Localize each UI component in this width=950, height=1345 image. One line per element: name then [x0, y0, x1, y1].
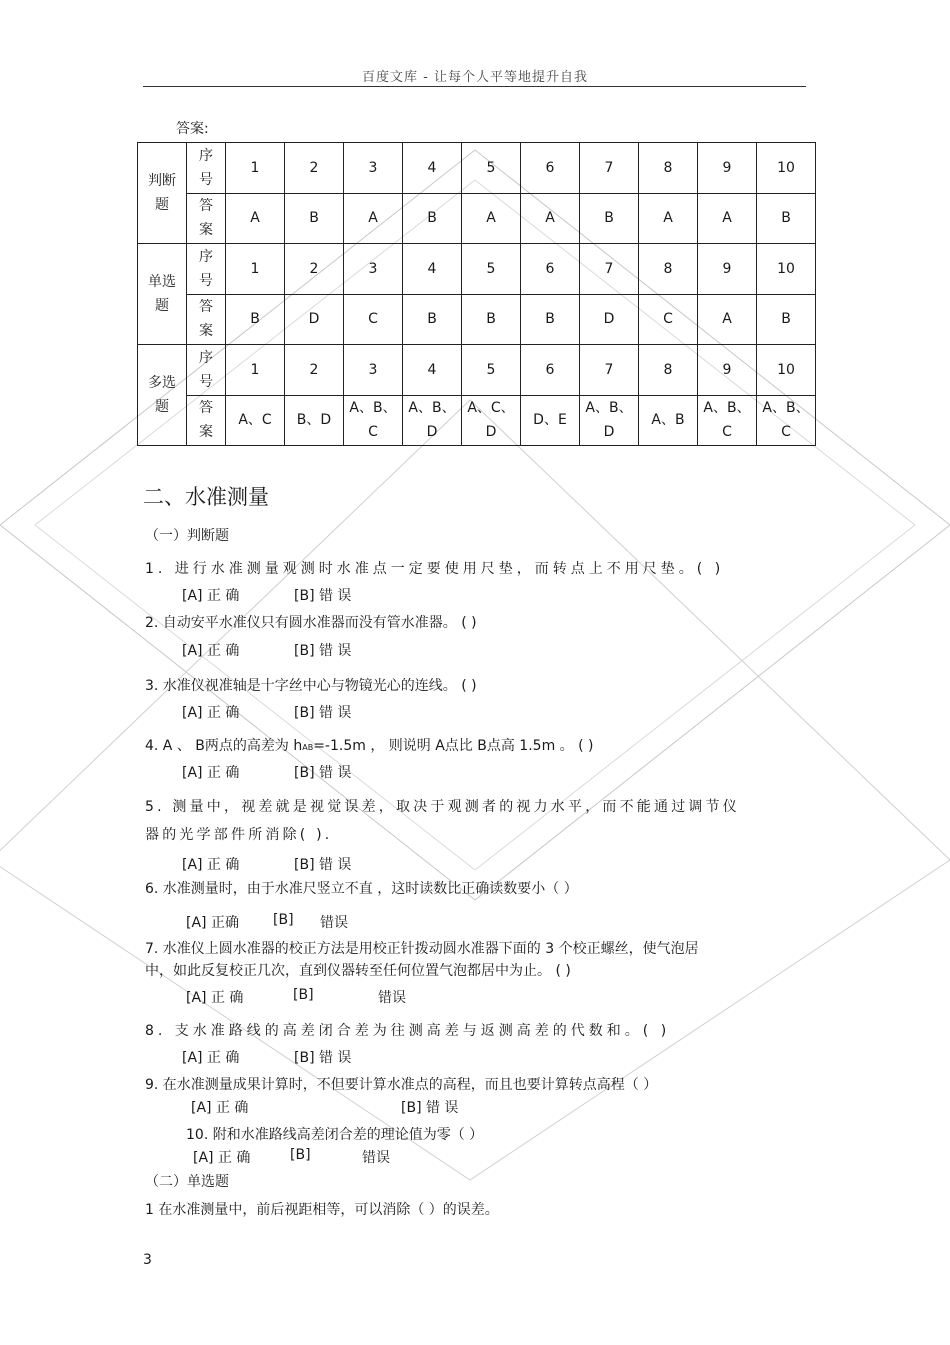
question-6: 6. 水准测量时，由于水准尺竖立不直 ，这时读数比正确读数要小（ ） — [145, 881, 578, 897]
table-answer-cell — [285, 395, 344, 446]
table-number-cell — [344, 244, 403, 295]
table-category-label: 单选题 — [148, 273, 176, 314]
answer-value: A — [545, 210, 555, 227]
answer-value: B、D — [296, 412, 332, 429]
header-rule — [143, 86, 806, 87]
option-a: [A] 正确 — [186, 915, 239, 931]
question-number: 1 — [250, 159, 260, 176]
option-a: [A] 正 确 — [182, 765, 240, 781]
table-number-cell — [403, 345, 462, 396]
table-number-cell — [344, 143, 403, 194]
table-number-cell — [698, 345, 757, 396]
question-8: 8. 支水准路线的高差闭合差为往测高差与返测高差的代数和。( ) — [145, 1023, 671, 1039]
table-category-label: 判断题 — [148, 172, 176, 213]
option-b: [B] 错 误 — [401, 1100, 459, 1116]
question-number: 4 — [427, 361, 437, 378]
table-row-label-cell — [187, 143, 226, 194]
question-10: 10. 附和水准路线高差闭合差的理论值为零（ ） — [186, 1127, 484, 1143]
answer-value: A — [722, 311, 732, 328]
option-b: [B] 错 误 — [294, 643, 352, 659]
answer-value: B — [309, 210, 319, 227]
option-b-word: 错误 — [378, 990, 406, 1006]
table-row-numbers — [138, 143, 816, 194]
table-answer-cell — [757, 193, 816, 244]
answer-value: B — [250, 311, 260, 328]
table-answer-cell — [344, 193, 403, 244]
option-b-tag: [B] — [293, 987, 314, 1003]
option-b-word: 错误 — [362, 1150, 390, 1166]
table-answer-cell — [698, 193, 757, 244]
question-number: 3 — [368, 361, 378, 378]
table-number-cell — [285, 143, 344, 194]
table-row-label: 答案 — [199, 198, 213, 239]
table-number-cell — [403, 244, 462, 295]
table-number-cell — [580, 143, 639, 194]
answer-value: D、E — [533, 412, 567, 429]
question-number: 5 — [486, 361, 496, 378]
table-row-label: 序号 — [199, 147, 213, 188]
table-number-cell — [344, 345, 403, 396]
table-category-cell — [138, 345, 187, 446]
option-b: [B] 错 误 — [294, 1050, 352, 1066]
table-answer-cell — [580, 193, 639, 244]
question-2: 2. 自动安平水准仪只有圆水准器而没有管水准器。 ( ) — [145, 615, 477, 631]
question-7-line2: 中，如此反复校正几次，直到仪器转至任何位置气泡都居中为止。 ( ) — [145, 963, 571, 979]
question-number: 8 — [663, 260, 673, 277]
question-number: 9 — [722, 361, 732, 378]
question-4-text-a: 4. A 、 B两点的高差为 h — [145, 738, 303, 754]
answer-value: B — [781, 311, 791, 328]
question-number: 2 — [309, 361, 319, 378]
option-a: [A] 正 确 — [186, 990, 244, 1006]
question-number: 4 — [427, 260, 437, 277]
table-row-label: 答案 — [199, 400, 213, 441]
question-number: 6 — [545, 159, 555, 176]
table-answer-cell — [462, 193, 521, 244]
table-number-cell — [285, 345, 344, 396]
table-answer-cell — [639, 395, 698, 446]
answer-value: B — [604, 210, 614, 227]
question-number: 7 — [604, 361, 614, 378]
table-answer-cell — [698, 395, 757, 446]
question-number: 8 — [663, 361, 673, 378]
table-number-cell — [226, 345, 285, 396]
table-number-cell — [285, 244, 344, 295]
question-number: 5 — [486, 260, 496, 277]
option-b-word: 错误 — [320, 915, 348, 931]
question-number: 6 — [545, 361, 555, 378]
table-answer-cell — [462, 294, 521, 345]
answer-value: B — [427, 311, 437, 328]
table-answer-cell — [226, 193, 285, 244]
option-a: [A] 正 确 — [182, 643, 240, 659]
table-answer-cell — [462, 395, 521, 446]
table-row-answers — [138, 294, 816, 345]
table-row-numbers — [138, 345, 816, 396]
subsection-single-choice: （二）单选题 — [145, 1174, 229, 1190]
question-number: 7 — [604, 159, 614, 176]
table-number-cell — [698, 244, 757, 295]
question-number: 3 — [368, 159, 378, 176]
table-answer-cell — [639, 294, 698, 345]
table-row-answers — [138, 395, 816, 446]
table-number-cell — [639, 244, 698, 295]
question-4-text-b: =-1.5m ， 则说明 A点比 B点高 1.5m 。 ( ) — [313, 738, 594, 754]
table-row-label-cell — [187, 395, 226, 446]
table-number-cell — [521, 244, 580, 295]
question-3: 3. 水准仪视准轴是十字丝中心与物镜光心的连线。 ( ) — [145, 678, 477, 694]
table-row-numbers — [138, 244, 816, 295]
answer-label: 答案: — [176, 121, 209, 137]
option-a: [A] 正 确 — [182, 857, 240, 873]
answer-value: A — [368, 210, 378, 227]
option-a: [A] 正 确 — [182, 705, 240, 721]
question-number: 9 — [722, 159, 732, 176]
option-a: [A] 正 确 — [191, 1100, 249, 1116]
answer-value: A — [663, 210, 673, 227]
table-answer-cell — [639, 193, 698, 244]
answer-table — [137, 142, 816, 446]
option-b: [B] 错 误 — [294, 705, 352, 721]
table-number-cell — [580, 345, 639, 396]
table-row-label-cell — [187, 294, 226, 345]
answer-value: A、B — [651, 412, 685, 429]
table-number-cell — [403, 143, 462, 194]
option-a: [A] 正 确 — [182, 1050, 240, 1066]
table-answer-cell — [344, 294, 403, 345]
table-answer-cell — [521, 294, 580, 345]
table-row-label: 序号 — [199, 349, 213, 390]
option-a: [A] 正 确 — [193, 1150, 251, 1166]
answer-value: A、B、D — [585, 400, 633, 441]
option-b-tag: [B] — [290, 1147, 311, 1163]
question-number: 1 — [250, 260, 260, 277]
page-number: 3 — [143, 1252, 152, 1268]
question-number: 2 — [309, 159, 319, 176]
answer-value: A、B、C — [349, 400, 397, 441]
answer-value: B — [427, 210, 437, 227]
subsection-judgement: （一）判断题 — [145, 528, 229, 544]
table-number-cell — [226, 143, 285, 194]
table-number-cell — [639, 143, 698, 194]
table-number-cell — [462, 345, 521, 396]
table-number-cell — [462, 244, 521, 295]
question-number: 5 — [486, 159, 496, 176]
table-row-label-cell — [187, 193, 226, 244]
table-category-label: 多选题 — [148, 374, 176, 415]
table-answer-cell — [521, 193, 580, 244]
table-answer-cell — [344, 395, 403, 446]
question-5-line1: 5. 测量中，视差就是视觉误差，取决于观测者的视力水平，而不能通过调节仪 — [145, 799, 741, 815]
answer-value: B — [781, 210, 791, 227]
question-number: 10 — [777, 361, 795, 378]
question-4-subscript: AB — [302, 743, 314, 752]
question-number: 8 — [663, 159, 673, 176]
table-row-label-cell — [187, 345, 226, 396]
answer-value: A — [722, 210, 732, 227]
table-number-cell — [462, 143, 521, 194]
question-number: 10 — [777, 159, 795, 176]
table-number-cell — [639, 345, 698, 396]
answer-value: C — [368, 311, 378, 328]
question-number: 1 — [250, 361, 260, 378]
table-row-label: 序号 — [199, 248, 213, 289]
table-answer-cell — [403, 193, 462, 244]
table-answer-cell — [285, 294, 344, 345]
answer-value: A、B、D — [408, 400, 456, 441]
page-header: 百度文库 - 让每个人平等地提升自我 — [362, 70, 588, 85]
table-number-cell — [226, 244, 285, 295]
answer-value: B — [486, 311, 496, 328]
question-number: 10 — [777, 260, 795, 277]
answer-value: A — [486, 210, 496, 227]
option-b: [B] 错 误 — [294, 588, 352, 604]
answer-value: C — [663, 311, 673, 328]
table-number-cell — [757, 345, 816, 396]
table-category-cell — [138, 244, 187, 345]
option-b: [B] 错 误 — [294, 857, 352, 873]
table-number-cell — [757, 143, 816, 194]
table-answer-cell — [226, 395, 285, 446]
table-answer-cell — [226, 294, 285, 345]
question-7-line1: 7. 水准仪上圆水准器的校正方法是用校正针拨动圆水准器下面的 3 个校正螺丝，使气泡居 — [145, 941, 699, 957]
question-number: 2 — [309, 260, 319, 277]
table-number-cell — [580, 244, 639, 295]
answer-value: A、C — [238, 412, 272, 429]
table-row-answers — [138, 193, 816, 244]
answer-value: A、B、C — [762, 400, 810, 441]
question-number: 4 — [427, 159, 437, 176]
table-row-label-cell — [187, 244, 226, 295]
option-a: [A] 正 确 — [182, 588, 240, 604]
table-answer-cell — [403, 294, 462, 345]
table-number-cell — [521, 143, 580, 194]
question-1: 1. 进行水准测量观测时水准点一定要使用尺垫，而转点上不用尺垫。( ) — [145, 561, 725, 577]
answer-value: A、C、D — [467, 400, 515, 441]
table-answer-cell — [757, 395, 816, 446]
table-number-cell — [757, 244, 816, 295]
question-4 — [145, 735, 593, 755]
answer-value: A — [250, 210, 260, 227]
single-choice-question-1: 1 在水准测量中，前后视距相等，可以消除（ ）的误差。 — [145, 1202, 499, 1218]
table-answer-cell — [285, 193, 344, 244]
answer-value: B — [545, 311, 555, 328]
question-number: 7 — [604, 260, 614, 277]
table-number-cell — [521, 345, 580, 396]
option-b-tag: [B] — [273, 912, 294, 928]
table-answer-cell — [580, 294, 639, 345]
table-answer-cell — [403, 395, 462, 446]
table-answer-cell — [698, 294, 757, 345]
question-number: 9 — [722, 260, 732, 277]
table-answer-cell — [580, 395, 639, 446]
answer-value: D — [603, 311, 615, 328]
section-title: 二、水准测量 — [143, 485, 269, 509]
question-number: 6 — [545, 260, 555, 277]
table-category-cell — [138, 143, 187, 244]
question-number: 3 — [368, 260, 378, 277]
table-row-label: 答案 — [199, 299, 213, 340]
question-9: 9. 在水准测量成果计算时，不但要计算水准点的高程，而且也要计算转点高程（ ） — [145, 1077, 658, 1093]
option-b: [B] 错 误 — [294, 765, 352, 781]
table-answer-cell — [757, 294, 816, 345]
table-answer-cell — [521, 395, 580, 446]
question-5-line2: 器的光学部件所消除( ). — [145, 827, 333, 843]
answer-value: A、B、C — [703, 400, 751, 441]
answer-value: D — [308, 311, 320, 328]
table-number-cell — [698, 143, 757, 194]
